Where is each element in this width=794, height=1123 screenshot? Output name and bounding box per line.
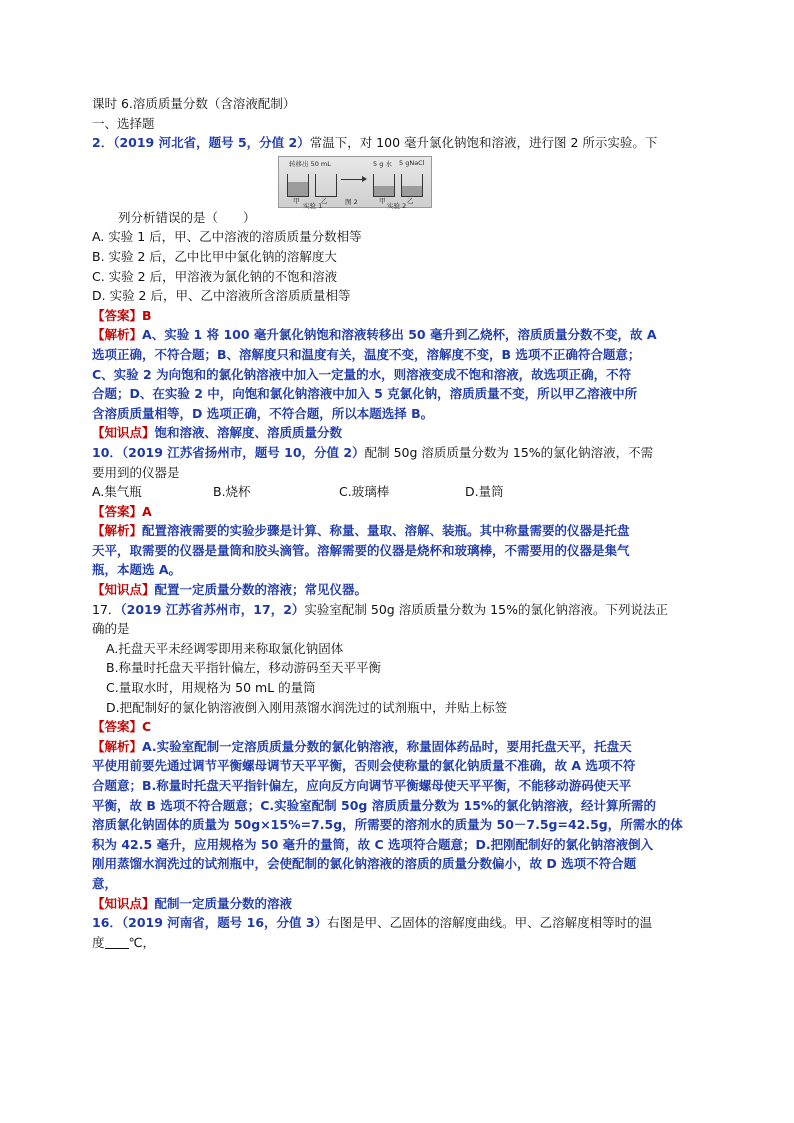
analysis-text: 意，	[92, 875, 118, 891]
answer-value: C	[142, 719, 152, 735]
analysis-text: A.实验室配制一定溶质质量分数的氯化钠溶液，称量固体药品时，要用托盘天平，托盘天	[142, 738, 632, 754]
question-16-stem	[92, 913, 704, 933]
beaker-jia-1	[287, 174, 309, 197]
option-b: B.烧杯	[213, 484, 251, 500]
figure-exp2-label: 实验 2	[387, 201, 407, 210]
question-text-cont	[92, 933, 704, 953]
analysis-text: 合题意；B.称量时托盘天平指针偏左，应向反方向调节平衡螺母使天平平衡，不能移动游码使天平	[92, 778, 632, 793]
kp-tag: 【知识点】	[92, 895, 155, 911]
figure-jia-label: 甲	[293, 196, 300, 205]
arrow-icon	[341, 179, 365, 181]
kp-text: 配置一定质量分数的溶液；常见仪器。	[154, 582, 368, 598]
question-text-cont: 要用到的仪器是	[92, 464, 180, 480]
analysis-text: 平使用前要先通过调节平衡螺母调节天平平衡，否则会使称量的氯化钠质量不准确，故 A 选项不符	[92, 758, 636, 774]
analysis-tag: 【解析】	[92, 327, 143, 343]
knowledge-point	[92, 894, 704, 914]
analysis-text: 平衡，故 B 选项不符合题意；C.实验室配制 50g 溶质质量分数为 15%的氯化钠溶液，经计算所需的	[92, 797, 656, 813]
analysis-text: C、实验 2 为向饱和的氯化钠溶液中加入一定量的水，则溶液变成不饱和溶液，故选项正确，不符	[92, 366, 632, 382]
question-2-stem	[92, 133, 704, 153]
knowledge-point	[92, 580, 704, 600]
answer-value: B	[142, 307, 152, 323]
analysis-text: 积为 42.5 毫升，应用规格为 50 毫升的量筒，故 C 选项符合题意；D.把刚配制好的氯化钠溶液倒入	[92, 836, 654, 852]
analysis-text: 选项正确，不符合题；B、溶解度只和温度有关，温度不变，溶解度不变，B 选项不正确符合题意；	[92, 346, 641, 362]
answer-line	[92, 717, 704, 737]
analysis-text: A、实验 1 将 100 毫升氯化钠饱和溶液转移出 50 毫升到乙烧杯，溶质质量分数不变，故 A	[142, 327, 657, 343]
analysis-text: 溶质氯化钠固体的质量为 50g×15%=7.5g，所需要的溶剂水的质量为 50－7.5g=42.5g，所需水的体	[92, 817, 683, 833]
question-source: （2019 河南省，题号 16，分值 3）	[121, 915, 328, 931]
option-a: A.集气瓶	[92, 484, 142, 500]
answer-line	[92, 306, 704, 326]
analysis-line	[92, 325, 704, 345]
analysis-text: 合题；D、在实验 2 中，向饱和氯化钠溶液中加入 5 克氯化钠，溶质质量不变，所以甲乙溶液中所	[92, 386, 638, 402]
option-c: C. 实验 2 后，甲溶液为氯化钠的不饱和溶液	[92, 268, 338, 284]
figure-exp1-label: 实验 1	[303, 201, 323, 210]
option-d: D.把配制好的氯化钠溶液倒入刚用蒸馏水润洗过的试剂瓶中，并贴上标签	[106, 699, 508, 715]
option-c: C.玻璃棒	[339, 484, 390, 500]
option-a: A. 实验 1 后，甲、乙中溶液的溶质质量分数相等	[92, 229, 362, 245]
figure-water-label: 5 g 水	[373, 159, 392, 168]
analysis-text: 配置溶液需要的实验步骤是计算、称量、量取、溶解、装瓶。其中称量需要的仪器是托盘	[142, 523, 630, 539]
question-text: 配制 50g 溶质质量分数为 15%的氯化钠溶液，不需	[364, 444, 654, 460]
option-c: C.量取水时，用规格为 50 mL 的量筒	[106, 680, 316, 696]
knowledge-point	[92, 423, 704, 443]
question-source: （2019 江苏省苏州市，17，2）	[120, 601, 305, 617]
option-b: B.称量时托盘天平指针偏左，移动游码至天平平衡	[106, 660, 382, 676]
answer-tag: 【答案】	[92, 719, 143, 735]
question-number: 17．	[92, 601, 121, 617]
figure-salt-label: 5 gNaCl	[399, 158, 425, 167]
analysis-tag: 【解析】	[92, 523, 143, 539]
figure-yi-label-2: 乙	[407, 196, 414, 205]
analysis-tag: 【解析】	[92, 738, 143, 754]
analysis-text: 瓶，本题选 A。	[92, 562, 182, 578]
option-d: D. 实验 2 后，甲、乙中溶液所含溶质质量相等	[92, 288, 351, 304]
question-text: 右图是甲、乙固体的溶解度曲线。甲、乙溶解度相等时的温	[327, 915, 653, 931]
question-text-post: ℃，	[128, 934, 156, 950]
options-row	[92, 482, 704, 502]
beaker-jia-2	[373, 174, 395, 197]
question-text-pre: 度	[92, 934, 105, 950]
figure-caption: 图 2	[345, 197, 358, 206]
question-10-stem	[92, 443, 704, 463]
answer-tag: 【答案】	[92, 307, 143, 323]
analysis-line	[92, 737, 704, 757]
analysis-text: 含溶质质量相等，D 选项正确，不符合题，所以本题选择 B。	[92, 405, 434, 421]
kp-tag: 【知识点】	[92, 425, 155, 441]
section-heading: 一、选择题	[92, 115, 155, 131]
kp-text: 配制一定质量分数的溶液	[154, 895, 293, 911]
question-source: （2019 江苏省扬州市，题号 10，分值 2）	[121, 444, 365, 460]
option-d: D.量筒	[465, 484, 504, 500]
analysis-line	[92, 521, 704, 541]
question-text-cont: 列分析错误的是（ ）	[118, 209, 256, 225]
beaker-yi-1	[315, 174, 337, 197]
kp-tag: 【知识点】	[92, 582, 155, 598]
figure-yi-label: 乙	[321, 196, 328, 205]
answer-tag: 【答案】	[92, 503, 143, 519]
question-number: 2．	[92, 135, 114, 151]
question-text: 常温下，对 100 毫升氯化钠饱和溶液，进行图 2 所示实验。下	[309, 135, 658, 151]
analysis-text: 刚用蒸馏水润洗过的试剂瓶中，会使配制的氯化钠溶液的溶质的质量分数偏小，故 D 选项不符合题	[92, 856, 637, 872]
question-text-cont: 确的是	[92, 621, 130, 637]
answer-blank[interactable]	[105, 936, 129, 949]
beaker-yi-2	[401, 174, 423, 197]
answer-line	[92, 502, 704, 522]
question-number: 10．	[92, 444, 122, 460]
option-a: A.托盘天平未经调零即用来称取氯化钠固体	[106, 640, 344, 656]
answer-value: A	[142, 503, 152, 519]
figure-jia-label-2: 甲	[379, 196, 386, 205]
lesson-title: 课时 6.溶质质量分数（含溶液配制）	[92, 96, 296, 111]
experiment-figure	[278, 156, 432, 208]
question-text: 实验室配制 50g 溶质质量分数为 15%的氯化钠溶液。下列说法正	[304, 601, 668, 617]
figure-transfer-label: 转移出 50 mL	[289, 159, 331, 168]
option-b: B. 实验 2 后，乙中比甲中氯化钠的溶解度大	[92, 248, 337, 264]
kp-text: 饱和溶液、溶解度、溶质质量分数	[154, 425, 343, 441]
question-source: （2019 河北省，题号 5，分值 2）	[113, 135, 310, 151]
question-17-stem	[92, 600, 704, 620]
question-number: 16．	[92, 915, 122, 931]
document-page	[92, 94, 704, 952]
analysis-text: 天平，取需要的仪器是量筒和胶头滴管。溶解需要的仪器是烧杯和玻璃棒，不需要用的仪器是集气	[92, 542, 630, 558]
